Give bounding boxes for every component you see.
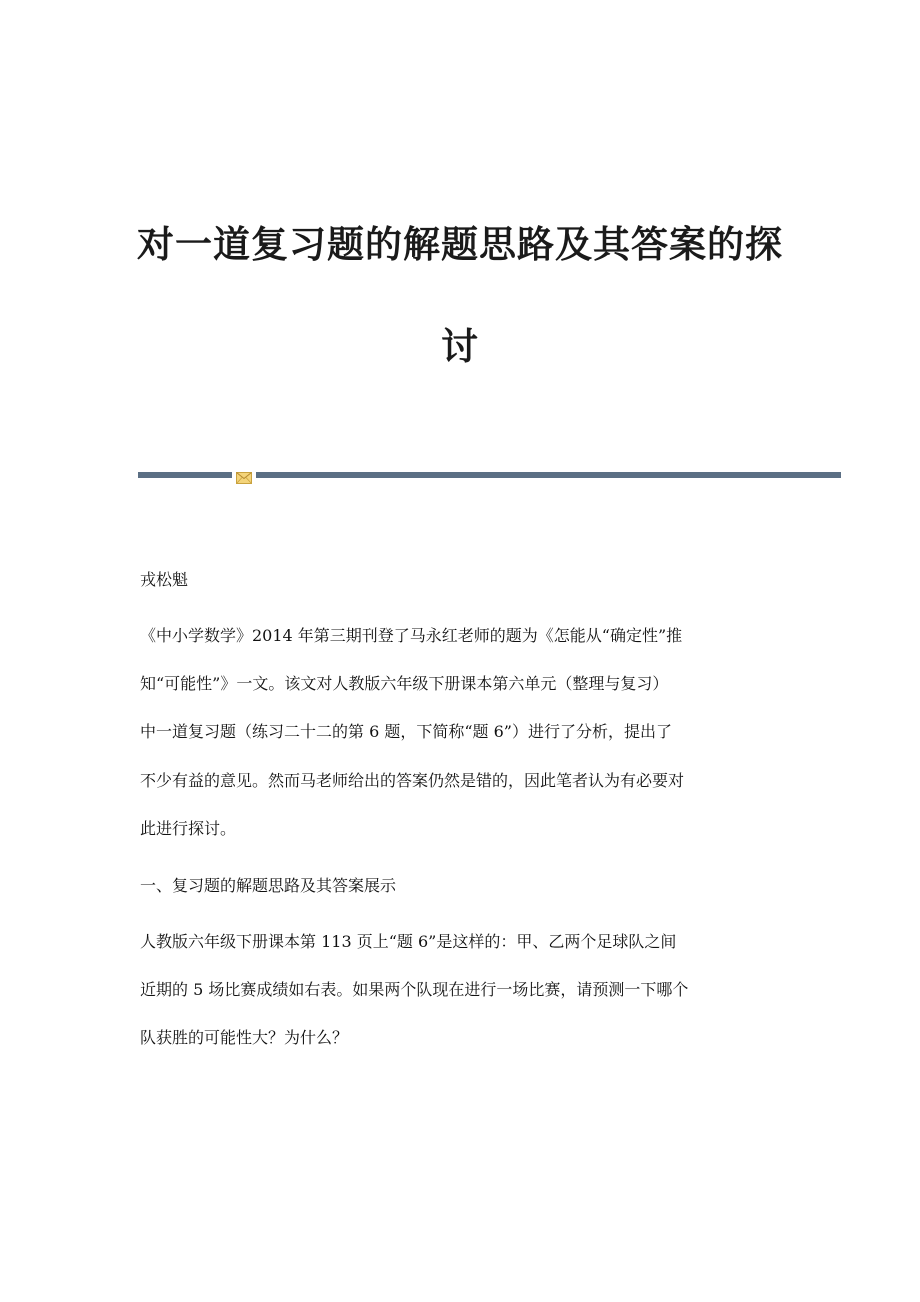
document-title-line-2: 讨 <box>441 325 479 368</box>
document-title-line-1: 对一道复习题的解题思路及其答案的探 <box>137 223 783 266</box>
divider-bar-left <box>138 472 232 478</box>
envelope-icon <box>236 469 252 481</box>
paragraph-line: 人教版六年级下册课本第 113 页上“题 6”是这样的：甲、乙两个足球队之间 <box>140 932 677 951</box>
paragraph-line: 近期的 5 场比赛成绩如右表。如果两个队现在进行一场比赛，请预测一下哪个 <box>140 980 689 999</box>
paragraph-line: 不少有益的意见。然而马老师给出的答案仍然是错的，因此笔者认为有必要对 <box>140 771 685 790</box>
paragraph-line: 知“可能性”》一文。该文对人教版六年级下册课本第六单元（整理与复习） <box>140 674 669 693</box>
title-divider <box>138 470 841 480</box>
paragraph-line: 队获胜的可能性大？为什么？ <box>140 1028 349 1047</box>
paragraph-line: 中一道复习题（练习二十二的第 6 题，下简称“题 6”）进行了分析，提出了 <box>140 722 672 741</box>
paragraph-line: 《中小学数学》2014 年第三期刊登了马永红老师的题为《怎能从“确定性”推 <box>140 626 683 645</box>
divider-bar-right <box>256 472 841 478</box>
section-heading: 一、复习题的解题思路及其答案展示 <box>140 876 397 895</box>
author-name: 戎松魁 <box>140 570 189 589</box>
paragraph-line: 此进行探讨。 <box>140 819 237 838</box>
